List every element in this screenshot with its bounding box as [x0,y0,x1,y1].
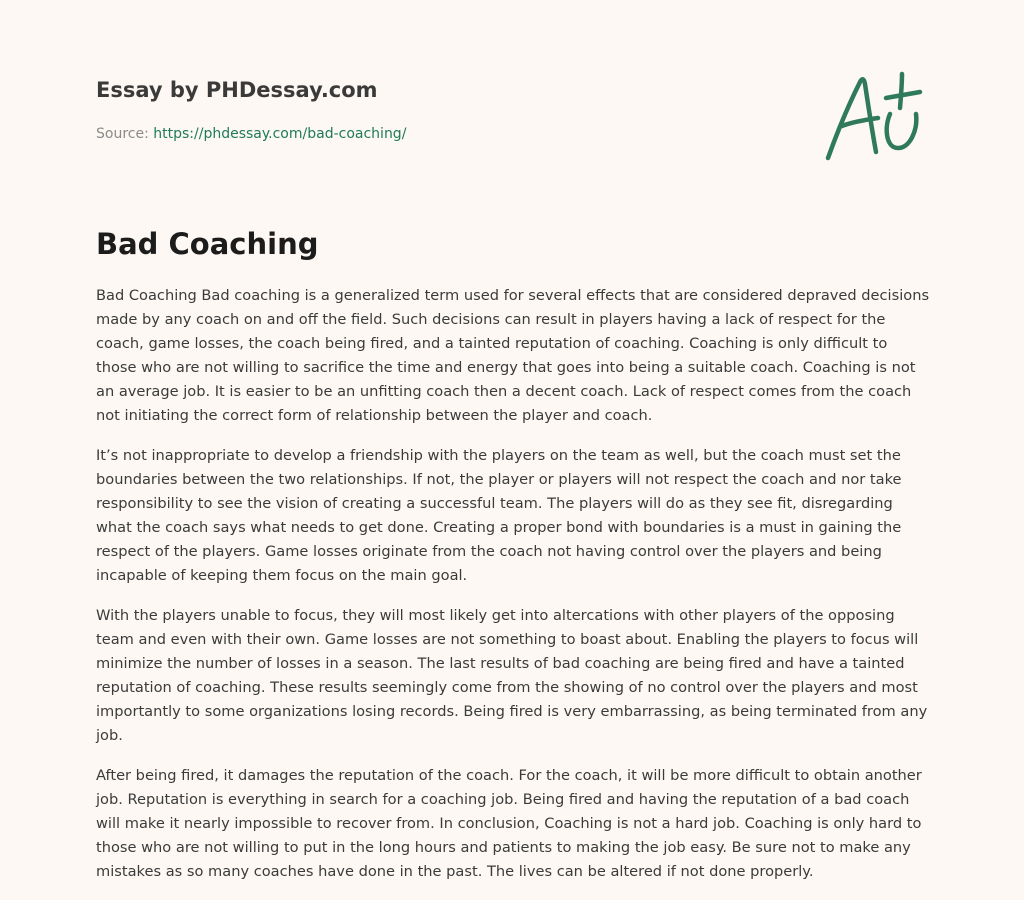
page-header [96,76,796,144]
page-title: Bad Coaching [96,227,319,261]
source-line [96,124,796,144]
article-paragraph: It’s not inappropriate to develop a friendship with the players on the team as well, but the coach must set the boundaries between the two relationships. If not, the player or players will not respect the coach and nor take responsibility to see the vision of creating a successful team. The players will do as they see fit, disregarding what the coach says what needs to get done. Creating a proper bond with boundaries is a must in gaining the respect of the players. Game losses originate from the coach not having control over the players and being incapable of keeping them focus on the main goal. [96,447,902,584]
site-brand: Essay by PHDessay.com [96,78,378,102]
article-body [96,284,932,900]
article-paragraph: After being fired, it damages the reputation of the coach. For the coach, it will be more difficult to obtain another job. Reputation is everything in search for a coaching job. Being fired and having the reputation of a bad coach will make it nearly impossible to recover from. In conclusion, Coaching is not a hard job. Coaching is only hard to those who are not willing to put in the long hours and patients to making the job easy. Be sure not to make any mistakes as so many coaches have done in the past. The lives can be altered if not done properly. [96,767,922,880]
a-plus-logo-icon [822,68,926,164]
source-link[interactable]: https://phdessay.com/bad-coaching/ [153,126,407,142]
article-paragraph: With the players unable to focus, they will most likely get into altercations with other players of the opposing team and even with their own. Game losses are not something to boast about. Enabling the players to focus will minimize the number of losses in a season. The last results of bad coaching are being fired and have a tainted reputation of coaching. These results seemingly come from the showing of no control over the players and most importantly to some organizations losing records. Being fired is very embarrassing, as being terminated from any job. [96,607,928,744]
source-label: Source: [96,126,149,142]
article-paragraph: Bad Coaching Bad coaching is a generalized term used for several effects that are considered depraved decisions made by any coach on and off the field. Such decisions can result in players having a lack of respect for the coach, game losses, the coach being fired, and a tainted reputation of coaching. Coaching is only difficult to those who are not willing to sacrifice the time and energy that goes into being a suitable coach. Coaching is not an average job. It is easier to be an unfitting coach then a decent coach. Lack of respect comes from the coach not initiating the correct form of relationship between the player and coach. [96,287,930,424]
